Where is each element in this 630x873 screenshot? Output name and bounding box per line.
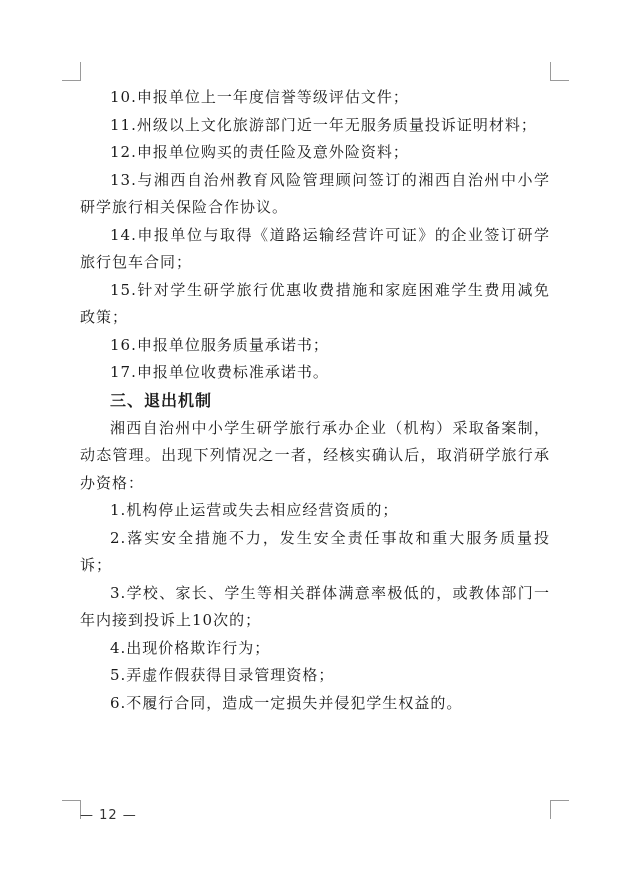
document-body	[80, 84, 550, 717]
crop-mark-bottom-left	[62, 800, 81, 819]
page-number: — 12 —	[80, 808, 137, 823]
crop-mark-top-right	[550, 62, 569, 81]
list-item-13: 13.与湘西自治州教育风险管理顾问签订的湘西自治州中小学研学旅行相关保险合作协议。	[80, 170, 550, 216]
list-item-12: 12.申报单位购买的责任险及意外险资料；	[110, 143, 409, 161]
section-heading-exit-mechanism: 三、退出机制	[110, 390, 213, 410]
section-intro-paragraph: 湘西自治州中小学生研学旅行承办企业（机构）采取备案制，动态管理。出现下列情况之一者，经核实确认后，取消研学旅行承办资格：	[80, 418, 550, 492]
exit-condition-5: 5.弄虚作假获得目录管理资格；	[110, 666, 335, 684]
list-item-11: 11.州级以上文化旅游部门近一年无服务质量投诉证明材料；	[110, 115, 537, 134]
list-item-17: 17.申报单位收费标准承诺书。	[110, 363, 329, 381]
crop-mark-bottom-right	[550, 800, 569, 819]
exit-condition-1: 1.机构停止运营或失去相应经营资质的；	[110, 501, 399, 519]
list-item-14: 14.申报单位与取得《道路运输经营许可证》的企业签订研学旅行包车合同；	[80, 225, 550, 271]
exit-condition-3: 3.学校、家长、学生等相关群体满意率极低的，或教体部门一年内接到投诉上10次的；	[80, 583, 550, 629]
list-item-15: 15.针对学生研学旅行优惠收费措施和家庭困难学生费用减免政策；	[80, 280, 550, 326]
list-item-10: 10.申报单位上一年度信誉等级评估文件；	[110, 88, 409, 106]
exit-condition-4: 4.出现价格欺诈行为；	[110, 638, 271, 657]
list-item-16: 16.申报单位服务质量承诺书；	[110, 335, 329, 354]
exit-condition-6: 6.不履行合同，造成一定损失并侵犯学生权益的。	[110, 693, 463, 712]
crop-mark-top-left	[62, 62, 81, 81]
exit-condition-2: 2.落实安全措施不力，发生安全责任事故和重大服务质量投诉；	[80, 528, 550, 574]
